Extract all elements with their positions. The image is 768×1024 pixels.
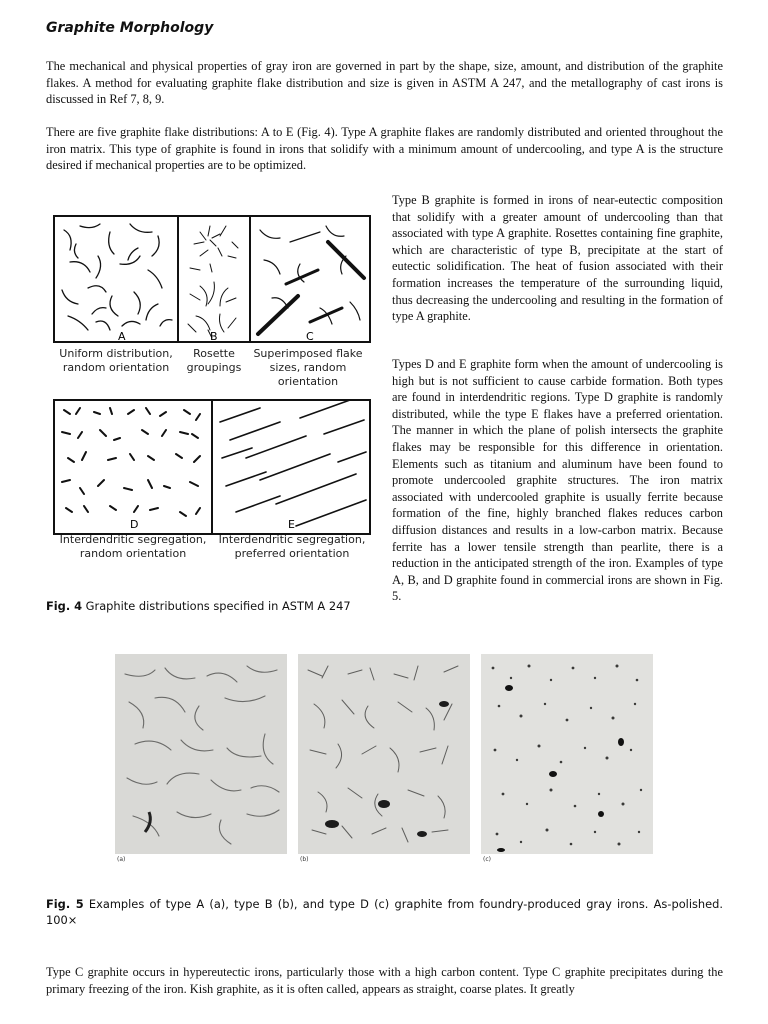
paragraph-type-b: Type B graphite is formed in irons of near-eutectic composition that solidify with a greater amount of undercooling than that associated with type A graphite. Rosettes containing fine graphite, which are characteristic of type B, precipitate at the start of eutectic solidification. The heat of fusion associated with their formation increases the temperature of the surrounding liquid, thus decreasing the undercooling and resulting in the formation of type A graphite. [392, 193, 723, 324]
figure-4-label-a-line1: Uniform distribution, [59, 347, 173, 360]
micrograph-c-image [481, 654, 653, 854]
paragraph-types-d-e: Types D and E graphite form when the amount of undercooling is high but is not sufficient to cause carbide formation. Both types are found in interdendritic regions. Type D graphite is randomly distributed, while the type E flakes have a preferred orientation. The manner in which the plane of polish intersects the graphite flakes may be responsible for this difference in orientation. Elements such as titanium and aluminum have been found to promote undercooled graphite structures. The iron matrix associated with undercooled graphite is usually ferrite because formation of the fine, highly branched flakes reduces carbon diffusion distances and results in a low-carbon matrix. Because ferrite has a lower tensile strength than pearlite, there is a reduction in the anticipated strength of the iron. Examples of type A, B, and D graphite found in commercial irons are shown in Fig. 5. [392, 357, 723, 604]
micrograph-a-image [115, 654, 287, 854]
micrograph-c [481, 654, 653, 854]
figure-4-label-b-line2: groupings [186, 361, 242, 374]
figure-4-letter-b: B [210, 330, 218, 343]
paragraph-intro: The mechanical and physical properties of gray iron are governed in part by the shape, size, amount, and distribution of the graphite flakes. A method for evaluating graphite flake distribution and size is given in ASTM A 247, and the metallography of cast irons is discussed in Ref 7, 8, 9. [46, 59, 723, 107]
micrograph-b [298, 654, 470, 854]
figure-4-label-c-line2: sizes, random [269, 361, 347, 374]
figure-5-caption-label: Fig. 5 [46, 897, 84, 911]
micrograph-a [115, 654, 287, 854]
figure-4-drawing [50, 212, 372, 572]
figure-4-letter-a: A [118, 330, 126, 343]
figure-4-label-c-line3: orientation [277, 375, 339, 388]
figure-5-caption-text: Examples of type A (a), type B (b), and type D (c) graphite from foundry-produced gray irons. As-polished. 100× [46, 897, 723, 927]
figure-4-label-a-line2: random orientation [62, 361, 170, 374]
figure-4-label-c-line1: Superimposed flake [253, 347, 363, 360]
figure-4-label-e-line2: preferred orientation [234, 547, 350, 560]
figure-4-caption-text: Graphite distributions specified in ASTM A 247 [82, 599, 351, 613]
section-title: Graphite Morphology [46, 20, 214, 36]
figure-4-letter-e: E [288, 518, 295, 531]
micrograph-b-image [298, 654, 470, 854]
figure-4-label-d-line1: Interdendritic segregation, [59, 533, 207, 546]
micrograph-c-label: (c) [483, 856, 491, 863]
figure-5-caption [46, 896, 723, 928]
figure-4 [50, 212, 372, 572]
figure-4-label-e-line1: Interdendritic segregation, [218, 533, 366, 546]
figure-4-label-d-line2: random orientation [79, 547, 187, 560]
figure-4-letter-d: D [130, 518, 139, 531]
figure-4-caption [46, 598, 351, 614]
paragraph-distributions: There are five graphite flake distributions: A to E (Fig. 4). Type A graphite flakes are randomly distributed and oriented throughout the iron matrix. This type of graphite is found in irons that solidify with a minimum amount of undercooling, and type A is the structure desired if mechanical properties are to be optimized. [46, 125, 723, 173]
figure-5 [115, 654, 653, 866]
micrograph-b-label: (b) [300, 856, 309, 863]
figure-4-label-b-line1: Rosette [193, 347, 235, 360]
micrograph-a-label: (a) [117, 856, 126, 863]
paragraph-type-c: Type C graphite occurs in hypereutectic irons, particularly those with a high carbon content. Type C graphite precipitates during the primary freezing of the iron. Kish graphite, as it is often called, appears as straight, coarse plates. It greatly [46, 965, 723, 996]
figure-4-caption-label: Fig. 4 [46, 599, 83, 613]
figure-4-letter-c: C [306, 330, 314, 343]
